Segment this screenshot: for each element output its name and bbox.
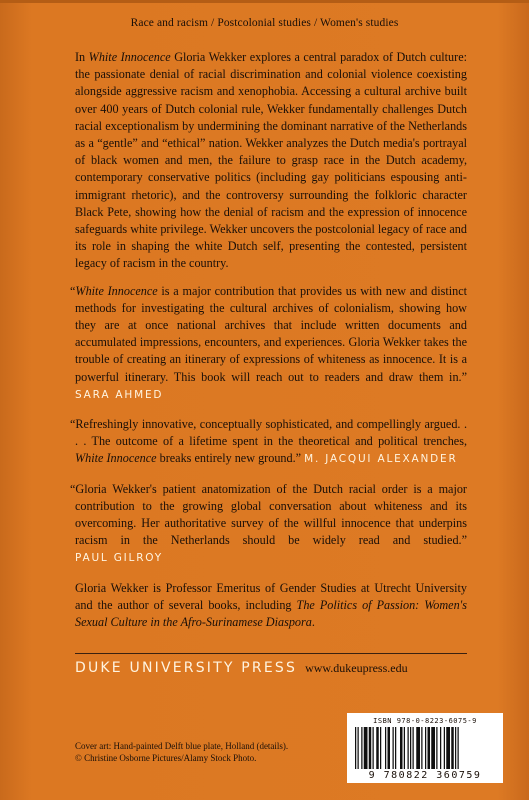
main-text (70, 49, 468, 631)
cover-art-credit: Cover art: Hand-painted Delft blue plate, Holland (details). © Christine Osborne Pictures/Alamy Stock Photo. (75, 741, 289, 763)
book-description: In White Innocence Gloria Wekker explores a central paradox of Dutch culture: the passionate denial of racial discrimination and colonial violence coexisting alongside aggressive racism and xenophobia. Accessing a cultural archive built over 400 years of Dutch colonial rule, Wekker fundamentally challenges Dutch racial exceptionalism by undermining the dominant narrative of the Netherlands as a “gentle” and “ethical” nation. Wekker analyzes the Dutch media's portrayal of black women and men, the failure to grasp race in the Dutch academy, contemporary conservative politics (including gay politicians espousing anti-immigrant rhetoric), and the controversy surrounding the folkloric character Black Pete, showing how the denial of racism and the expression of innocence safeguards white privilege. Wekker uncovers the postcolonial legacy of race and its role in shaping the white Dutch self, presenting the contested, persistent legacy of racism in the country. (75, 50, 468, 271)
book-title: White Innocence (88, 50, 171, 64)
endorsement-quote: “Gloria Wekker's patient anatomization of the Dutch racial order is a major contribution to the growing global conversation about whiteness and its overcoming. Her authoritative survey of the willful innocence that underpins racism in the Netherlands should be widely read and studied.” PAUL GILROY (70, 481, 467, 565)
endorsement-quote: “Refreshingly innovative, conceptually sophisticated, and compellingly argued. . . . The outcome of a lifetime spent in the theoretical and political trenches, White Innocence breaks entirely new ground.” M. JACQUI ALEXANDER (70, 417, 467, 466)
publisher-line (75, 660, 467, 676)
top-edge (0, 0, 529, 3)
publisher-name: DUKE UNIVERSITY PRESS (75, 660, 298, 676)
subject-categories: Race and racism / Postcolonial studies / Women's studies (130, 17, 399, 29)
publisher-url: www.dukeupress.edu (305, 661, 408, 675)
quote-attribution: SARA AHMED (75, 388, 164, 401)
quote-attribution: PAUL GILROY (75, 552, 163, 565)
quote-attribution: M. JACQUI ALEXANDER (304, 453, 458, 466)
author-bio: Gloria Wekker is Professor Emeritus of Gender Studies at Utrecht University and the author of several books, including The Politics of Passion: Women's Sexual Culture in the Afro-Surinamese Diaspora. (75, 580, 468, 630)
endorsement-quote: “White Innocence is a major contribution that provides us with new and distinct methods for investigating the cultural archives of colonialism, showing how they are at once national archives that include written documents and accumulated impressions, encounters, and experiences. Gloria Wekker takes the trouble of creating an itinerary of expressions of whiteness as innocence. It is a powerful itinerary. This book will reach out to readers and draw them in.” SARA AHMED (70, 283, 467, 401)
isbn-label: ISBN 978-0-8223-6075-9 (373, 717, 477, 725)
barcode (347, 713, 503, 783)
barcode-digits: 9 780822 360759 (368, 770, 482, 781)
other-book-title: The Politics of Passion: Women's Sexual Culture in the Afro-Surinamese Diaspora (75, 597, 468, 630)
divider (75, 653, 467, 654)
barcode-bars (355, 727, 499, 769)
